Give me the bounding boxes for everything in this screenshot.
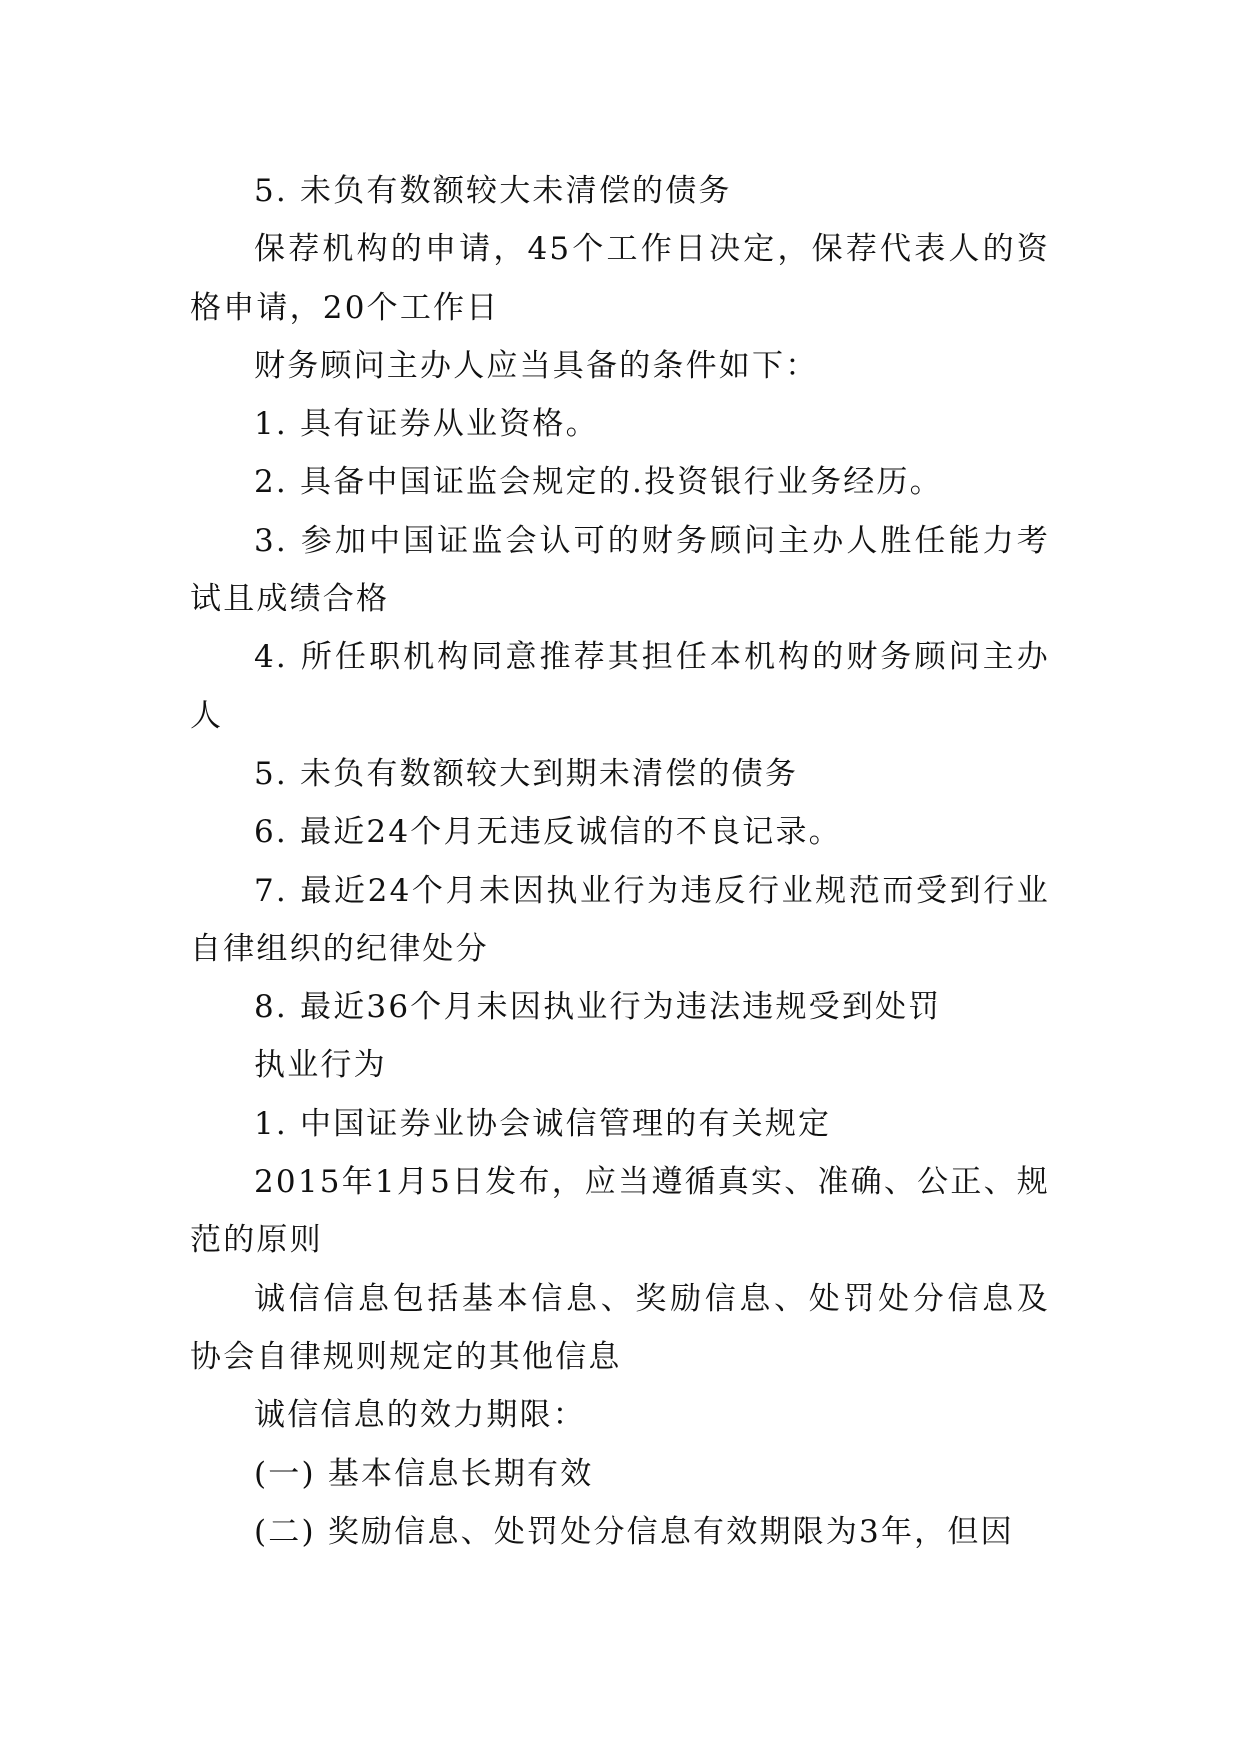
paragraph: (二) 奖励信息、处罚处分信息有效期限为3年，但因 xyxy=(254,1513,1014,1550)
paragraph: (一) 基本信息长期有效 xyxy=(254,1455,594,1492)
paragraph: 1. 中国证券业协会诚信管理的有关规定 xyxy=(254,1105,832,1142)
paragraph: 5. 未负有数额较大未清偿的债务 xyxy=(254,173,732,209)
paragraph: 诚信信息的效力期限： xyxy=(254,1397,586,1434)
paragraph: 财务顾问主办人应当具备的条件如下： xyxy=(254,347,819,384)
section-heading: 执业行为 xyxy=(254,1047,387,1084)
paragraph: 6. 最近24个月无违反诚信的不良记录。 xyxy=(254,814,842,851)
paragraph: 1. 具有证券从业资格。 xyxy=(254,406,599,443)
paragraph: 7. 最近24个月未因执业行为违反行业规范而受到行业自律组织的纪律处分 xyxy=(190,872,1050,967)
paragraph: 2015年1月5日发布，应当遵循真实、准确、公正、规范的原则 xyxy=(190,1164,1050,1259)
paragraph: 2. 具备中国证监会规定的.投资银行业务经历。 xyxy=(254,464,943,501)
paragraph: 5. 未负有数额较大到期未清偿的债务 xyxy=(254,755,799,792)
paragraph: 保荐机构的申请，45个工作日决定，保荐代表人的资格申请，20个工作日 xyxy=(190,231,1050,326)
paragraph: 4. 所任职机构同意推荐其担任本机构的财务顾问主办人 xyxy=(190,639,1050,734)
document-body xyxy=(190,162,1050,1561)
paragraph: 诚信信息包括基本信息、奖励信息、处罚处分信息及协会自律规则规定的其他信息 xyxy=(190,1280,1050,1375)
paragraph: 8. 最近36个月未因执业行为违法违规受到处罚 xyxy=(254,989,942,1026)
paragraph: 3. 参加中国证监会认可的财务顾问主办人胜任能力考试且成绩合格 xyxy=(190,522,1050,618)
